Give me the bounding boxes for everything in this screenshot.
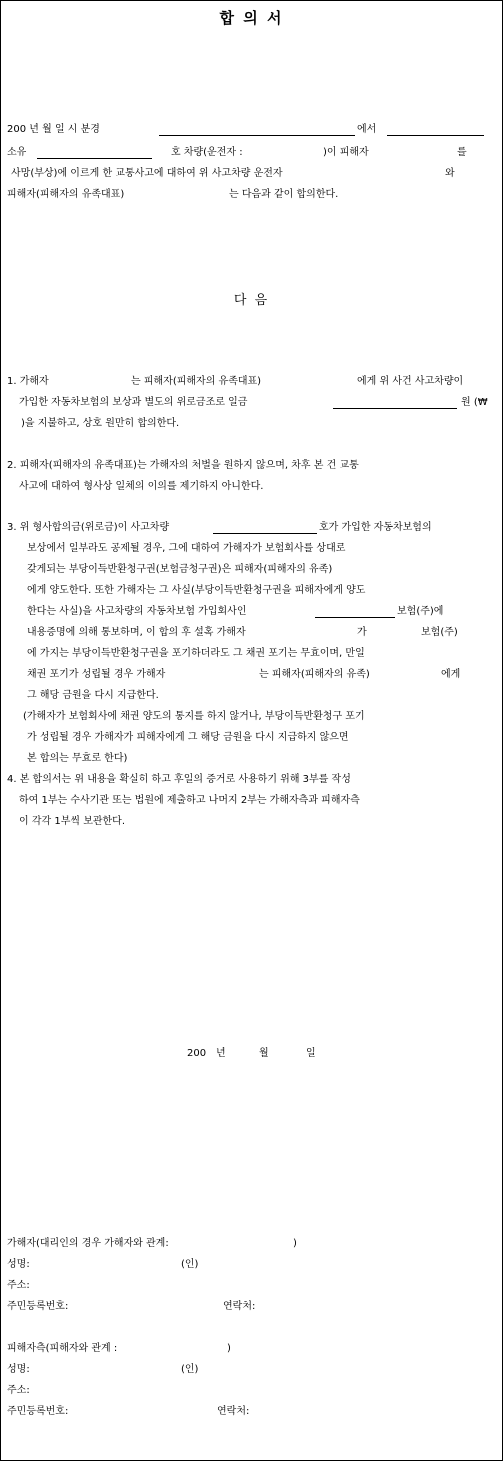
clause-3-line-7: 에 가지는 부당이득반환청구권을 포기하더라도 그 채권 포기는 무효이며, 만일: [27, 648, 365, 659]
intro-obj-marker: 를: [457, 147, 467, 158]
offender-header-close: ): [293, 1238, 297, 1249]
location-blank: [159, 135, 355, 136]
plate-blank: [37, 158, 152, 159]
clause-1-line-1a: 1. 가해자: [7, 376, 49, 387]
clause-3-line-10: (가해자가 보험회사에 채권 양도의 통지를 하지 않거나, 부당이득반환청구 포기: [23, 711, 365, 722]
date-year-unit: 년: [216, 1048, 226, 1059]
clause-3-line-9: 그 해당 금원을 다시 지급한다.: [27, 690, 159, 701]
date-year: 200: [187, 1048, 207, 1059]
owner-blank: [387, 135, 484, 136]
victim-header: 피해자측(피해자와 관계 :: [7, 1343, 118, 1354]
amount-blank: [333, 408, 457, 409]
date-month-unit: 월: [259, 1048, 269, 1059]
insurer-blank: [315, 617, 395, 618]
clause-3-line-5a: 한다는 사실)을 사고차량의 자동차보험 가입회사인: [27, 606, 247, 617]
clause-3-line-3: 갖게되는 부당이득반환청구권(보험금청구권)은 피해자(피해자의 유족): [27, 564, 333, 575]
clause-1-line-3: )을 지불하고, 상호 원만히 합의한다.: [21, 418, 180, 429]
clause-1-line-2b: 원 (₩: [461, 397, 488, 408]
intro-datetime: 200 년 월 일 시 분경: [7, 124, 100, 135]
clause-1-line-2a: 가입한 자동차보험의 보상과 별도의 위로금조로 일금: [19, 397, 248, 408]
intro-victim-label: )이 피해자: [323, 147, 369, 158]
offender-contact-label: 연락처:: [223, 1301, 256, 1312]
offender-seal: (인): [181, 1259, 199, 1270]
clause-3-line-8a: 채권 포기가 성립될 경우 가해자: [27, 669, 166, 680]
date-day-unit: 일: [306, 1048, 316, 1059]
clause-3-line-11: 가 성립될 경우 가해자가 피해자에게 그 해당 금원을 다시 지급하지 않으면: [27, 732, 349, 743]
intro-agree: 는 다음과 같이 합의한다.: [229, 189, 339, 200]
offender-header: 가해자(대리인의 경우 가해자와 관계:: [7, 1238, 169, 1249]
offender-name-label: 성명:: [7, 1259, 30, 1270]
clause-3-line-6c: 보험(주): [421, 627, 458, 638]
victim-contact-label: 연락처:: [217, 1406, 250, 1417]
clause-4-line-3: 이 각각 1부씩 보관한다.: [19, 816, 126, 827]
vehicle-number-blank: [213, 533, 317, 534]
clause-4-line-2: 하여 1부는 수사기관 또는 법원에 제출하고 나머지 2부는 가해자측과 피해자측: [19, 795, 360, 806]
clause-3-line-4: 에게 양도한다. 또한 가해자는 그 사실(부당이득반환청구권을 피해자에게 양도: [27, 585, 366, 596]
clause-3-line-12: 본 합의는 무효로 한다): [27, 753, 128, 764]
section-heading: 다 음: [233, 293, 270, 308]
clause-1-line-1b: 는 피해자(피해자의 유족대표): [131, 376, 262, 387]
victim-header-close: ): [227, 1343, 231, 1354]
clause-2-line-1: 2. 피해자(피해자의 유족대표)는 가해자의 처벌을 원하지 않으며, 차후 본 건 교통: [7, 460, 359, 471]
clause-3-line-5b: 보험(주)에: [397, 606, 444, 617]
clause-1-line-1c: 에게 위 사건 사고차량이: [357, 376, 464, 387]
intro-accident-line: 사망(부상)에 이르게 한 교통사고에 대하여 위 사고차량 운전자: [11, 168, 283, 179]
clause-4-line-1: 4. 본 합의서는 위 내용을 확실히 하고 후일의 증거로 사용하기 위해 3부를 작성: [7, 774, 351, 785]
intro-at-label: 에서: [357, 124, 377, 135]
document-title: 합 의 서: [219, 9, 284, 27]
clause-3-line-6a: 내용증명에 의해 통보하며, 이 합의 후 설혹 가해자: [27, 627, 246, 638]
clause-3-line-8b: 는 피해자(피해자의 유족): [259, 669, 370, 680]
offender-id-label: 주민등록번호:: [7, 1301, 69, 1312]
clause-3-line-1b: 호가 가입한 자동차보험의: [319, 522, 432, 533]
intro-vehicle-label: 호 차량(운전자 :: [171, 147, 243, 158]
intro-victim-rep: 피해자(피해자의 유족대표): [7, 189, 125, 200]
victim-id-label: 주민등록번호:: [7, 1406, 69, 1417]
clause-3-line-8c: 에게: [441, 669, 461, 680]
clause-2-line-2: 사고에 대하여 형사상 일체의 이의를 제기하지 아니한다.: [19, 481, 264, 492]
victim-address-label: 주소:: [7, 1385, 30, 1396]
clause-3-line-1a: 3. 위 형사합의금(위로금)이 사고차량: [7, 522, 170, 533]
intro-owner-label: 소유: [7, 147, 27, 158]
clause-3-line-2: 보상에서 일부라도 공제될 경우, 그에 대하여 가해자가 보험회사를 상대로: [27, 543, 346, 554]
clause-3-line-6b: 가: [357, 627, 367, 638]
intro-and: 와: [445, 168, 455, 179]
victim-name-label: 성명:: [7, 1364, 30, 1375]
victim-seal: (인): [181, 1364, 199, 1375]
offender-address-label: 주소:: [7, 1280, 30, 1291]
